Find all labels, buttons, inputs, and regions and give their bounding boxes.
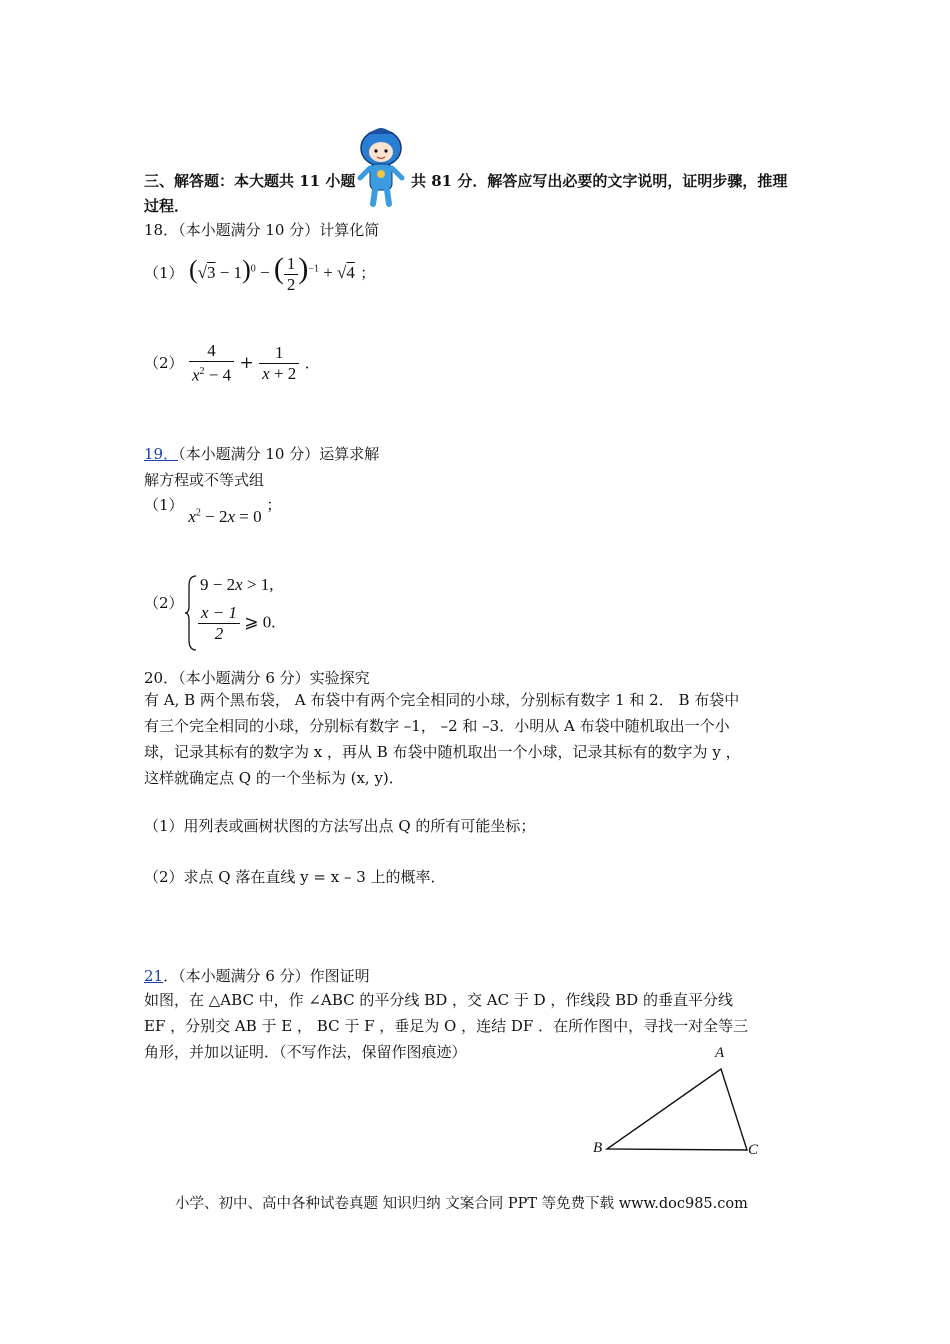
vertex-label-b: B	[593, 1140, 603, 1156]
q19-title	[144, 443, 379, 464]
q18-part1	[144, 252, 375, 295]
q20-body-line4: 这样就确定点 Q 的一个坐标为 (x, y)．	[144, 769, 404, 787]
vertex-label-a: A	[715, 1045, 725, 1061]
section-heading-line1b: 共 81 分．解答应写出必要的文字说明，证明步骤，推理	[411, 172, 788, 190]
mascot-icon	[356, 124, 406, 208]
triangle-abc	[607, 1069, 747, 1150]
q19-part1-tail: ；	[266, 496, 282, 514]
q19-subtitle: 解方程或不等式组	[144, 471, 265, 489]
q18-part1-expression: $(√3 - 1)^0$ − ( $\frac{1}{2}$ )$^{-1}$ + √4	[188, 252, 355, 294]
q20-part1: （1）用列表或画树状图的方法写出点 Q 的所有可能坐标；	[144, 817, 536, 835]
q18-part1-tail: ；	[360, 263, 376, 282]
q19-part2	[144, 572, 184, 612]
q18-part2-label: （2）	[144, 353, 184, 372]
q19-system-ineq2: $\frac{x - 1}{2}$ ⩾ 0.	[198, 603, 276, 644]
q21-body-line1: 如图，在 △ABC 中，作 ∠ABC 的平分线 BD ，交 AC 于 D ，作线段 BD 的垂直平分线	[144, 991, 733, 1009]
section-heading-line1a: 三、解答题：本大题共 11 小题	[144, 172, 356, 190]
q19-system-brace	[184, 574, 198, 652]
q19-part1	[144, 494, 282, 526]
q19-part2-label: （2）	[144, 594, 184, 612]
q18-part2: （2） $\frac{4}{x^2 - 4}$ + $\frac{1}{x + 2}$ ．	[144, 341, 320, 385]
q18-part2-frac2: $\frac{1}{x + 2}$	[259, 343, 299, 384]
triangle-abc-figure	[585, 1040, 775, 1165]
vertex-label-c: C	[748, 1142, 759, 1158]
q20-body-line1: 有 A, B 两个黑布袋， A 布袋中有两个完全相同的小球，分别标有数字 1 和 2． B 布袋中	[144, 691, 740, 709]
q20-body-line2: 有三个完全相同的小球，分别标有数字 –1， –2 和 –3．小明从 A 布袋中随机取出一个小	[144, 717, 730, 735]
q18-part1-label: （1）	[144, 263, 184, 282]
page-footer: 小学、初中、高中各种试卷真题 知识归纳 文案合同 PPT 等免费下载 www.doc985.com	[175, 1196, 748, 1212]
q18-title: 18．（本小题满分 10 分）计算化简	[144, 221, 380, 239]
q21-body-line2: EF ，分别交 AB 于 E ， BC 于 F ，垂足为 O ，连结 DF ．在所作图中，寻找一对全等三	[144, 1017, 749, 1035]
q19-system-ineq1: 9 − 2x > 1,	[200, 575, 274, 594]
q18-part2-frac1: $\frac{4}{x^2 - 4}$	[189, 341, 234, 386]
q20-title: 20．（本小题满分 6 分）实验探究	[144, 669, 370, 687]
q20-body-line3: 球，记录其标有的数字为 x ，再从 B 布袋中随机取出一个小球，记录其标有的数字为 y ，	[144, 743, 741, 761]
q20-part2: （2）求点 Q 落在直线 y = x – 3 上的概率．	[144, 868, 446, 886]
q21-number-link[interactable]: 21	[144, 967, 164, 985]
q19-title-text: （本小题满分 10 分）运算求解	[178, 445, 380, 463]
q18-part2-tail: ．	[304, 353, 320, 372]
q21-title	[144, 965, 370, 986]
section-heading-line2: 过程．	[144, 197, 190, 215]
q19-number-link[interactable]: 19．	[144, 445, 179, 463]
q21-title-text: ．（本小题满分 6 分）作图证明	[163, 967, 370, 985]
q19-part1-label: （1）	[144, 496, 184, 514]
q19-part1-equation: $x^2 - 2x = 0$	[188, 507, 262, 526]
q21-body-line3: 角形，并加以证明．（不写作法，保留作图痕迹）	[144, 1043, 467, 1061]
